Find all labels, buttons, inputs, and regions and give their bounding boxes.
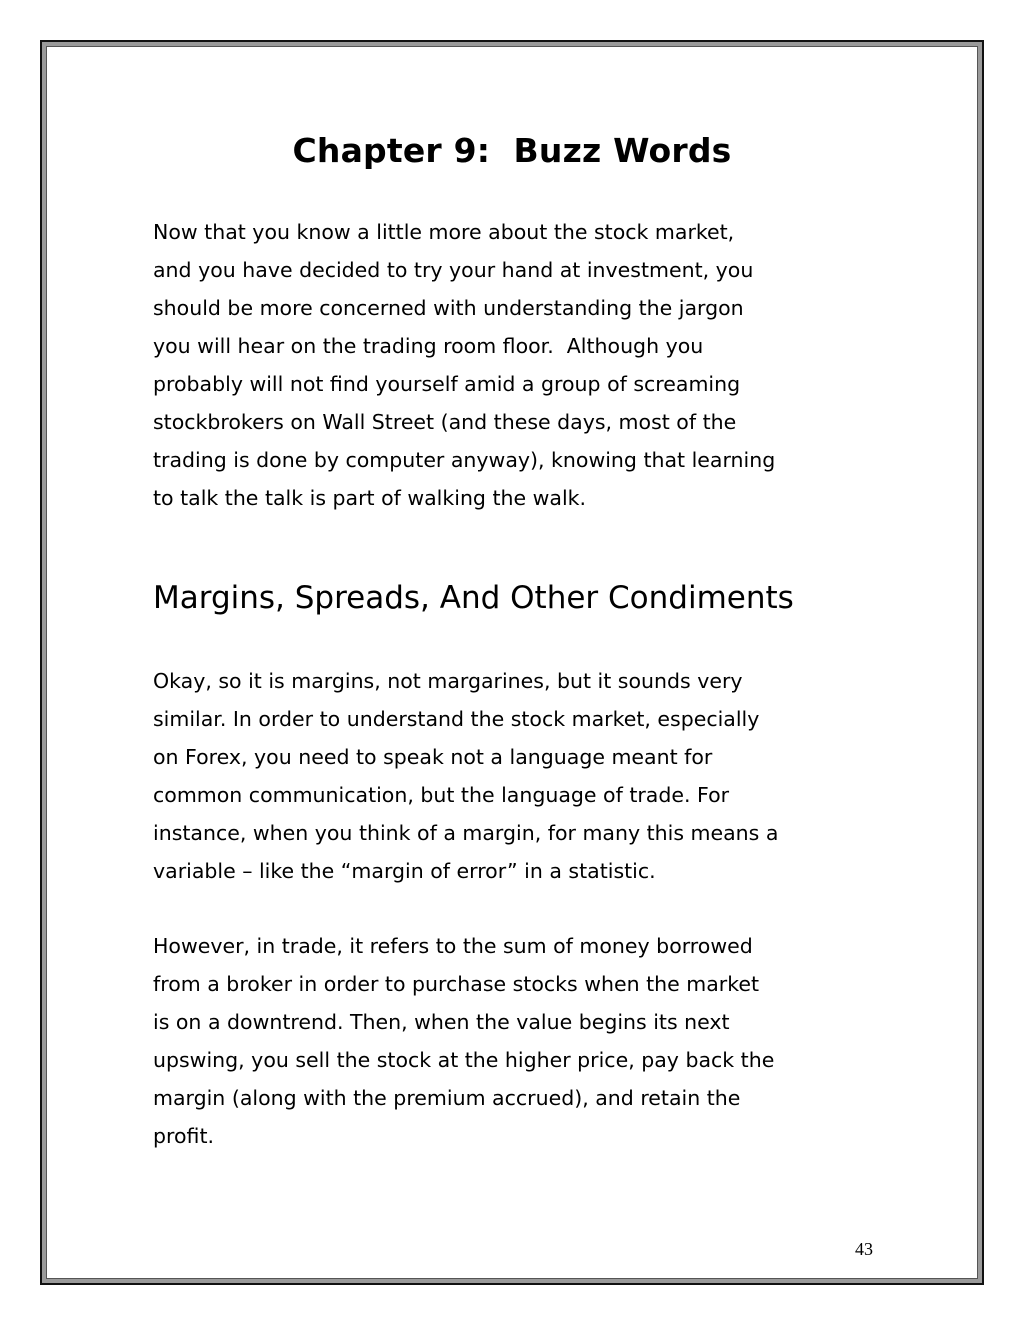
text-line: variable – like the “margin of error” in a statistic. bbox=[153, 859, 656, 883]
chapter-title: Chapter 9: Buzz Words bbox=[292, 131, 732, 170]
text-line: However, in trade, it refers to the sum of money borrowed bbox=[153, 934, 753, 958]
page-number: 43 bbox=[855, 1239, 873, 1259]
text-line: and you have decided to try your hand at investment, you bbox=[153, 258, 754, 282]
text-line: instance, when you think of a margin, for many this means a bbox=[153, 821, 779, 845]
text-line: you will hear on the trading room floor. Although you bbox=[153, 334, 704, 358]
text-line: similar. In order to understand the stock market, especially bbox=[153, 707, 760, 731]
section-heading: Margins, Spreads, And Other Condiments bbox=[153, 580, 794, 616]
text-line: stockbrokers on Wall Street (and these days, most of the bbox=[153, 410, 737, 434]
margins-paragraph bbox=[153, 662, 913, 890]
text-line: common communication, but the language of trade. For bbox=[153, 783, 730, 807]
text-line: from a broker in order to purchase stocks when the market bbox=[153, 972, 760, 996]
text-line: should be more concerned with understanding the jargon bbox=[153, 296, 744, 320]
page-content bbox=[46, 46, 978, 1279]
text-line: to talk the talk is part of walking the walk. bbox=[153, 486, 587, 510]
page-border bbox=[40, 40, 984, 1285]
trade-paragraph bbox=[153, 927, 913, 1155]
text-line: Okay, so it is margins, not margarines, but it sounds very bbox=[153, 669, 743, 693]
text-line: on Forex, you need to speak not a language meant for bbox=[153, 745, 713, 769]
intro-paragraph bbox=[153, 213, 913, 517]
text-line: upswing, you sell the stock at the higher price, pay back the bbox=[153, 1048, 775, 1072]
text-line: trading is done by computer anyway), knowing that learning bbox=[153, 448, 776, 472]
text-line: Now that you know a little more about the stock market, bbox=[153, 220, 735, 244]
text-line: profit. bbox=[153, 1124, 214, 1148]
text-line: is on a downtrend. Then, when the value begins its next bbox=[153, 1010, 730, 1034]
text-line: probably will not find yourself amid a group of screaming bbox=[153, 372, 741, 396]
text-line: margin (along with the premium accrued), and retain the bbox=[153, 1086, 741, 1110]
